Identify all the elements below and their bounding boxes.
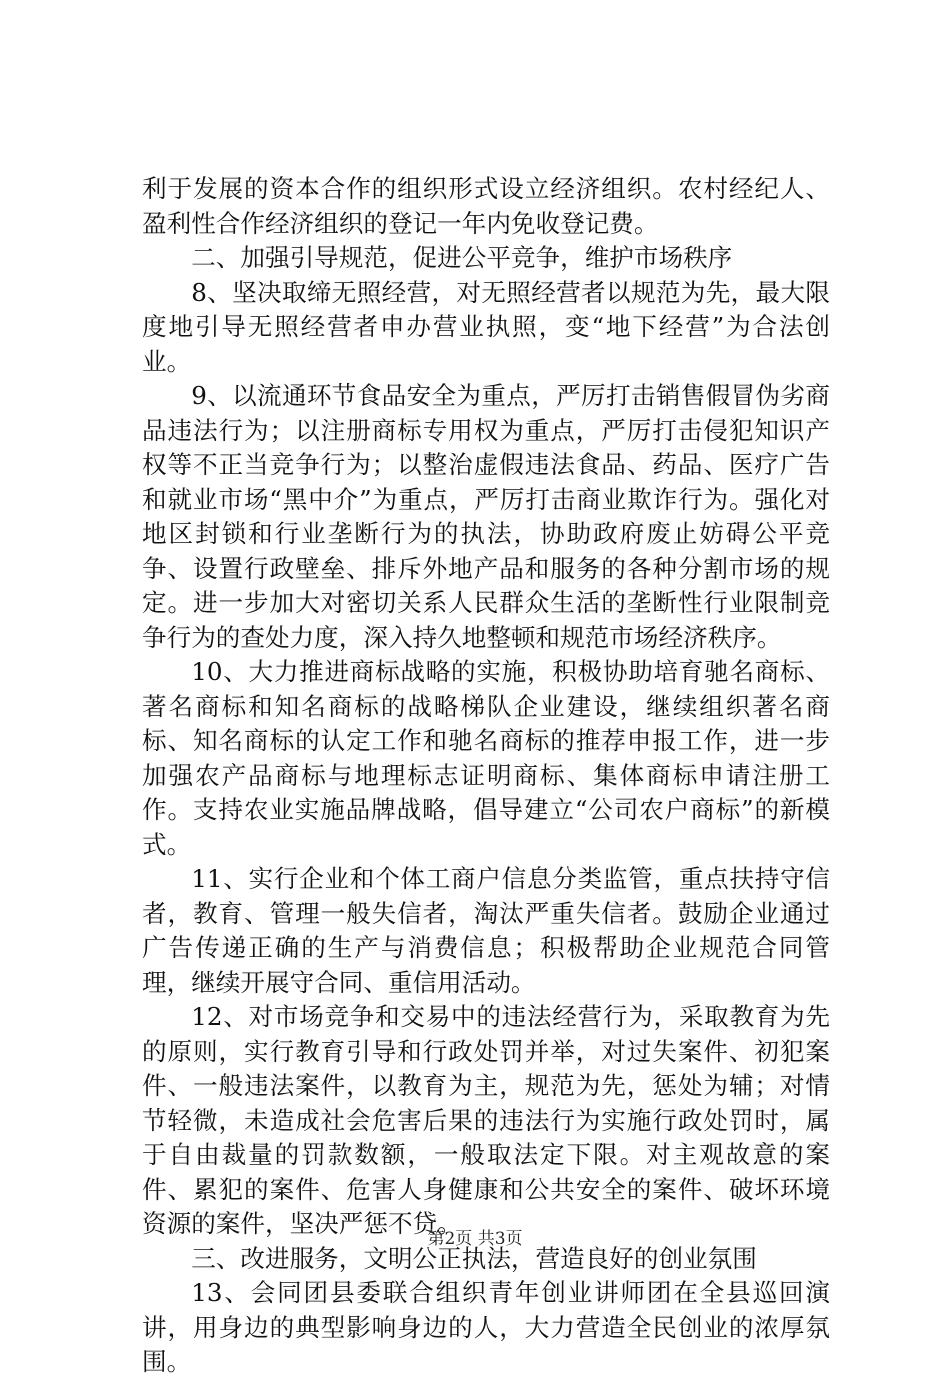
section-heading-2: 二、加强引导规范，促进公平竞争，维护市场秩序	[191, 243, 733, 272]
paragraph-item-10: 10、大力推进商标战略的实施，积极协助培育驰名商标、著名商标和知名商标的战略梯队企业建设，继续组织著名商标、知名商标的认定工作和驰名商标的推荐申报工作，进一步加强农产品商标与地理标志证明商标、集体商标申请注册工作。支持农业实施品牌战略，倡导建立“公司农户商标”的新模式。	[142, 657, 830, 859]
paragraph-item-8: 8、坚决取缔无照经营，对无照经营者以规范为先，最大限度地引导无照经营者申办营业执照，变“地下经营”为合法创业。	[142, 277, 830, 376]
document-body	[142, 172, 830, 1380]
page-number-footer: 第2页 共3页	[427, 1229, 523, 1249]
section-heading-3: 三、改进服务，文明公正执法，营造良好的创业氛围	[191, 1243, 757, 1273]
paragraph-continuation: 利于发展的资本合作的组织形式设立经济组织。农村经纪人、盈利性合作经济组织的登记一年内免收登记费。	[142, 174, 830, 238]
paragraph-item-11: 11、实行企业和个体工商户信息分类监管，重点扶持守信者，教育、管理一般失信者，淘汰严重失信者。鼓励企业通过广告传递正确的生产与消费信息；积极帮助企业规范合同管理，继续开展守合同、重信用活动。	[142, 864, 830, 997]
paragraph-item-13: 13、会同团县委联合组织青年创业讲师团在全县巡回演讲，用身边的典型影响身边的人，大力营造全民创业的浓厚氛围。	[142, 1278, 830, 1376]
paragraph-item-9: 9、以流通环节食品安全为重点，严厉打击销售假冒伪劣商品违法行为；以注册商标专用权为重点，严厉打击侵犯知识产权等不正当竞争行为；以整治虚假违法食品、药品、医疗广告和就业市场“黑中介”为重点，严厉打击商业欺诈行为。强化对地区封锁和行业垄断行为的执法，协助政府废止妨碍公平竞争、设置行政壁垒、排斥外地产品和服务的各种分割市场的规定。进一步加大对密切关系人民群众生活的垄断性行业限制竞争行为的查处力度，深入持久地整顿和规范市场经济秩序。	[142, 381, 830, 652]
paragraph-item-12: 12、对市场竞争和交易中的违法经营行为，采取教育为先的原则，实行教育引导和行政处罚并举，对过失案件、初犯案件、一般违法案件，以教育为主，规范为先，惩处为辅；对情节轻微，未造成社会危害后果的违法行为实施行政处罚时，属于自由裁量的罚款数额，一般取法定下限。对主观故意的案件、累犯的案件、危害人身健康和公共安全的案件、破坏环境资源的案件，坚决严惩不贷。	[142, 1002, 830, 1238]
